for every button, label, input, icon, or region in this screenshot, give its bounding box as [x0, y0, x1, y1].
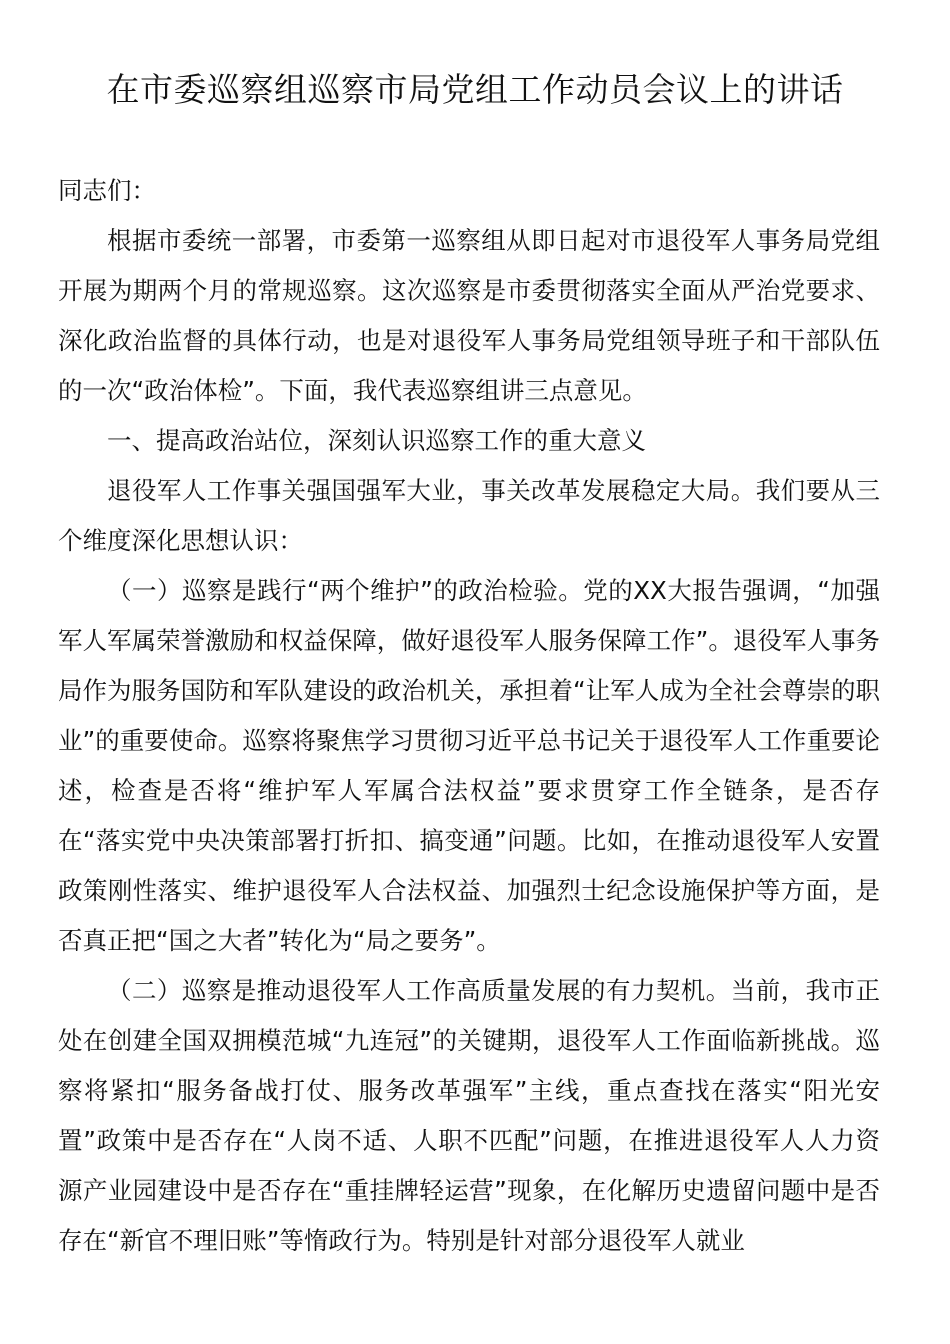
- salutation: 同志们：: [58, 176, 156, 205]
- paragraph-point-1: （一）巡察是践行“两个维护”的政治检验。党的XX大报告强调，“加强军人军属荣誉激励和权益保障，做好退役军人服务保障工作”。退役军人事务局作为服务国防和军队建设的政治机关，承担着“让军人成为全社会尊崇的职业”的重要使命。巡察将聚焦学习贯彻习近平总书记关于退役军人工作重要论述，检查是否将“维护军人军属合法权益”要求贯穿工作全链条，是否存在“落实党中央决策部署打折扣、搞变通”问题。比如，在推动退役军人安置政策刚性落实、维护退役军人合法权益、加强烈士纪念设施保护等方面，是否真正把“国之大者”转化为“局之要务”。: [58, 576, 880, 955]
- section-heading-1: 一、提高政治站位，深刻认识巡察工作的重大意义: [107, 426, 646, 455]
- document-title: 在市委巡察组巡察市局党组工作动员会议上的讲话: [106, 70, 844, 109]
- paragraph-intro: 根据市委统一部署，市委第一巡察组从即日起对市退役军人事务局党组开展为期两个月的常规巡察。这次巡察是市委贯彻落实全面从严治党要求、深化政治监督的具体行动，也是对退役军人事务局党组领导班子和干部队伍的一次“政治体检”。下面，我代表巡察组讲三点意见。: [58, 226, 880, 405]
- document-body: [58, 166, 880, 1266]
- paragraph-section-1-intro: 退役军人工作事关强国强军大业，事关改革发展稳定大局。我们要从三个维度深化思想认识：: [58, 476, 880, 555]
- paragraph-point-2: （二）巡察是推动退役军人工作高质量发展的有力契机。当前，我市正处在创建全国双拥模范城“九连冠”的关键期，退役军人工作面临新挑战。巡察将紧扣“服务备战打仗、服务改革强军”主线，重点查找在落实“阳光安置”政策中是否存在“人岗不适、人职不匹配”问题，在推进退役军人人力资源产业园建设中是否存在“重挂牌轻运营”现象，在化解历史遗留问题中是否存在“新官不理旧账”等惰政行为。特别是针对部分退役军人就业: [58, 976, 880, 1255]
